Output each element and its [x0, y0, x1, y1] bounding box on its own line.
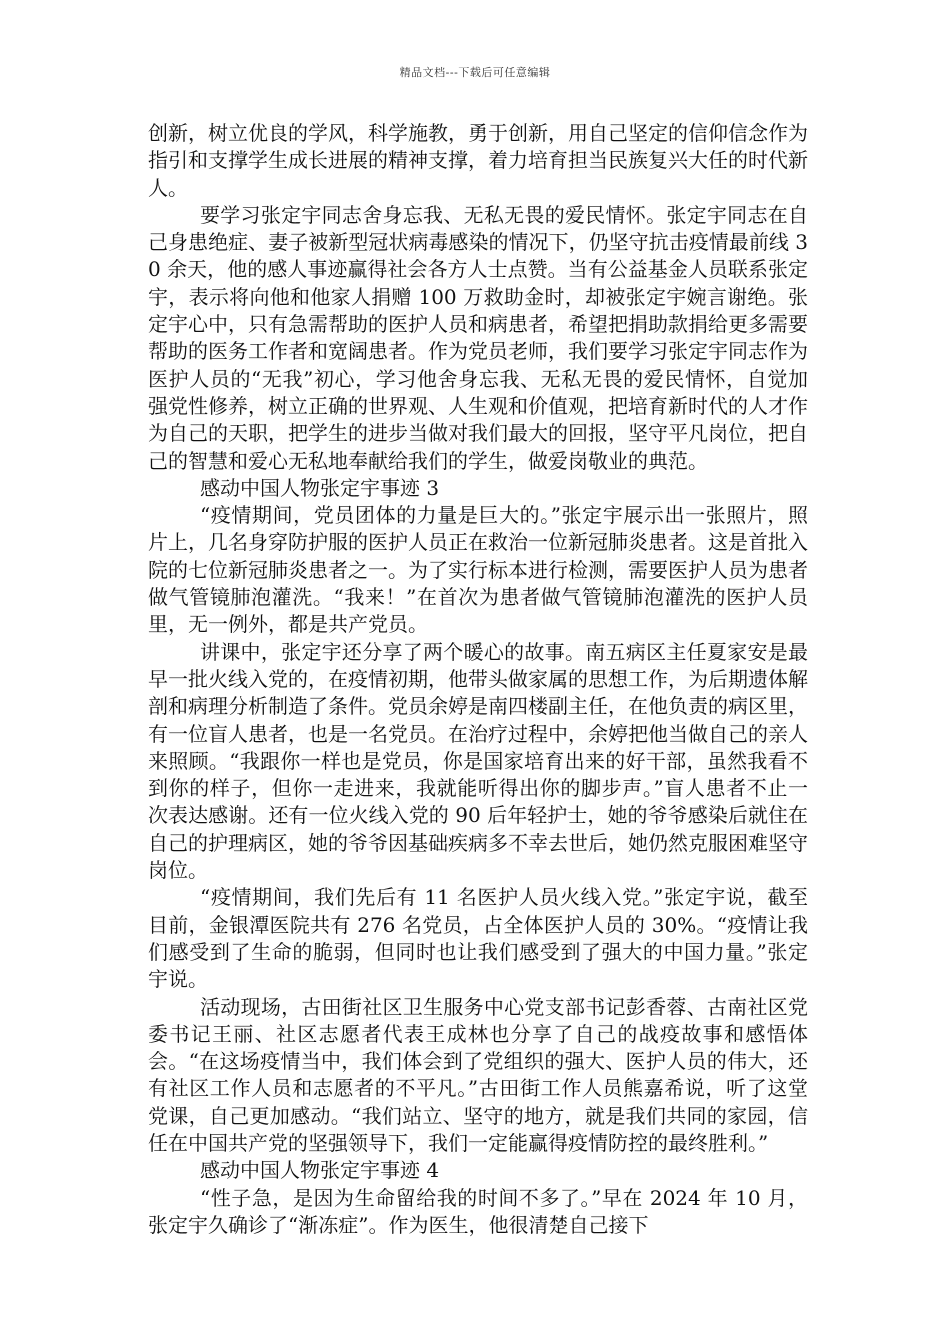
paragraph-learning-spirit: 要学习张定宇同志舍身忘我、无私无畏的爱民情怀。张定宇同志在自己身患绝症、妻子被新型冠状病毒感染的情况下，仍坚守抗击疫情最前线 30 余天，他的感人事迹赢得社会各方人士点赞。当有公益基金人员联系张定宇，表示将向他和他家人捐赠 100 万救助金时，却被张定宇婉言谢绝。张定宇心中，只有急需帮助的医护人员和病患者，希望把捐助款捐给更多需要帮助的医务工作者和宽阔患者。作为党员老师，我们要学习张定宇同志作为医护人员的“无我”初心，学习他舍身忘我、无私无畏的爱民情怀，自觉加强党性修养，树立正确的世界观、人生观和价值观，把培育新时代的人才作为自己的天职，把学生的进步当做对我们最大的回报，坚守平凡岗位，把自己的智慧和爱心无私地奉献给我们的学生，做爱岗敬业的典范。 — [148, 202, 808, 473]
section-heading-deeds-3: 感动中国人物张定宇事迹 3 — [200, 475, 440, 500]
document-body — [148, 120, 808, 1239]
paragraph-new-members: “疫情期间，我们先后有 11 名医护人员火线入党。”张定宇说，截至目前，金银潭医院共有 276 名党员，占全体医护人员的 30%。“疫情让我们感受到了生命的脆弱，但同时也让我们感受到了强大的中国力量。”张定宇说。 — [148, 885, 808, 992]
paragraph-activity-scene: 活动现场，古田街社区卫生服务中心党支部书记彭香蓉、古南社区党委书记王丽、社区志愿者代表王成林也分享了自己的战疫故事和感悟体会。“在这场疫情当中，我们体会到了党组织的强大、医护人员的伟大，还有社区工作人员和志愿者的不平凡。”古田街工作人员熊嘉希说，听了这堂党课，自己更加感动。“我们站立、坚守的地方，就是我们共同的家园，信任在中国共产党的坚强领导下，我们一定能赢得疫情防控的最终胜利。” — [148, 994, 808, 1155]
paragraph-continuation: 创新，树立优良的学风，科学施教，勇于创新，用自己坚定的信仰信念作为指引和支撑学生成长进展的精神支撑，着力培育担当民族复兴大任的时代新人。 — [148, 121, 808, 200]
paragraph-warm-stories: 讲课中，张定宇还分享了两个暖心的故事。南五病区主任夏家安是最早一批火线入党的，在疫情初期，他带头做家属的思想工作，为后期遗体解剖和病理分析制造了条件。党员余婷是南四楼副主任，在他负责的病区里，有一位盲人患者，也是一名党员。在治疗过程中，余婷把他当做自己的亲人来照顾。“我跟你一样也是党员，你是国家培育出来的好干部，虽然我看不到你的样子，但你一走进来，我就能听得出你的脚步声。”盲人患者不止一次表达感谢。还有一位火线入党的 90 后年轻护士，她的爷爷感染后就住在自己的护理病区，她的爷爷因基础疾病多不幸去世后，她仍然克服困难坚守岗位。 — [148, 639, 808, 883]
section-heading-deeds-4: 感动中国人物张定宇事迹 4 — [200, 1158, 440, 1183]
paragraph-party-strength: “疫情期间，党员团体的力量是巨大的。”张定宇展示出一张照片，照片上，几名身穿防护服的医护人员正在救治一位新冠肺炎患者。这是首批入院的七位新冠肺炎患者之一。为了实行标本进行检测，需要医护人员为患者做气管镜肺泡灌洗。“我来！”在首次为患者做气管镜肺泡灌洗的医护人员里，无一例外，都是共产党员。 — [148, 503, 808, 637]
page-header: 精品文档---下载后可任意编辑 — [399, 66, 551, 79]
paragraph-diagnosis: “性子急，是因为生命留给我的时间不多了。”早在 2024 年 10 月，张定宇久确诊了“渐冻症”。作为医生，他很清楚自己接下 — [148, 1185, 808, 1237]
